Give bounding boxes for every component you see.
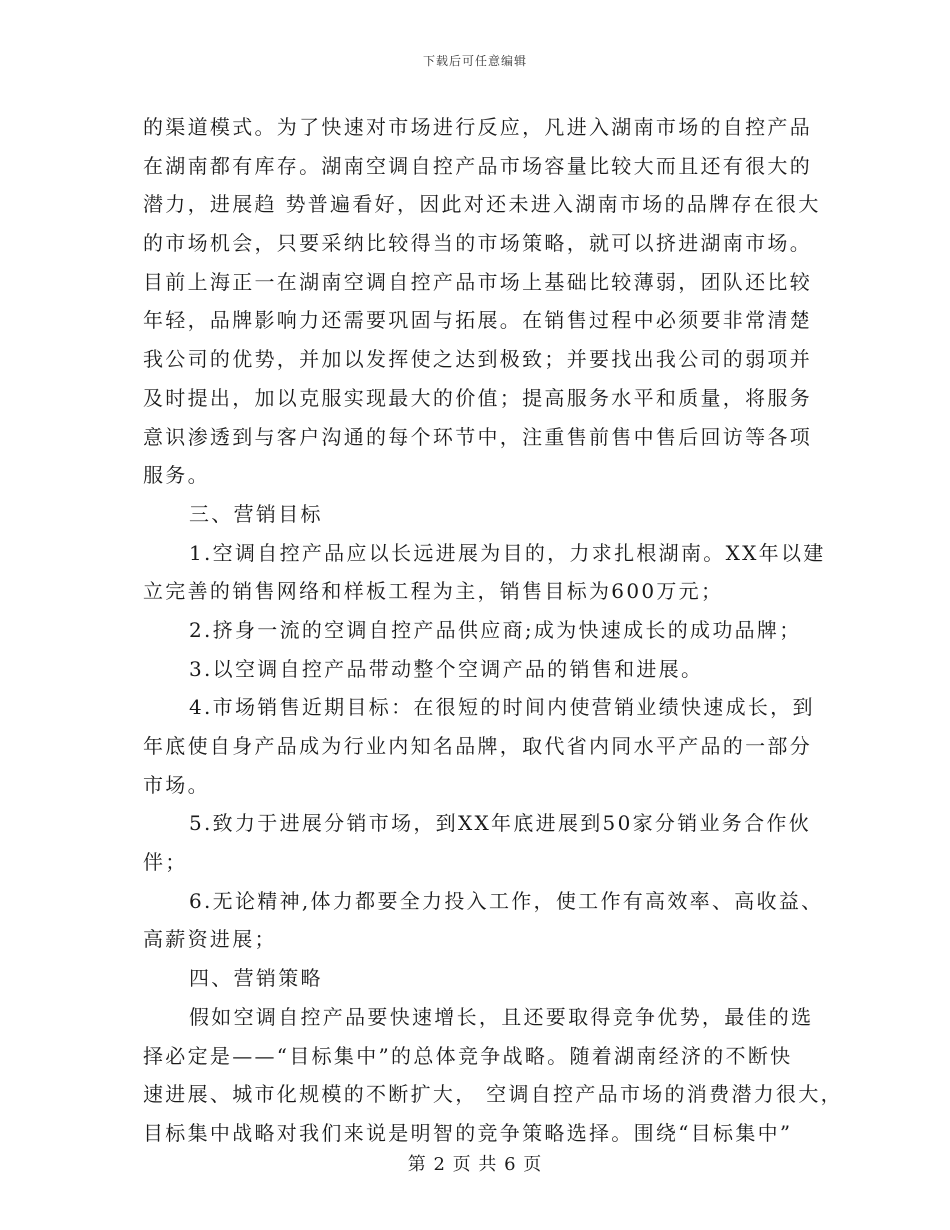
text-line: 的市场机会，只要采纳比较得当的市场策略，就可以挤进湖南市场。 xyxy=(143,231,812,256)
text-line: 服务。 xyxy=(143,463,210,488)
text-line: 高薪资进展； xyxy=(143,927,277,952)
text-line: 四、营销策略 xyxy=(189,966,323,991)
document-body xyxy=(143,108,843,1153)
text-line: 假如空调自控产品要快速增长，且还要取得竞争优势，最佳的选 xyxy=(189,1004,814,1029)
text-line: 伴； xyxy=(143,850,188,875)
text-line: 潜力，进展趋 势普遍看好，因此对还未进入湖南市场的品牌存在很大 xyxy=(143,192,821,217)
text-line: 我公司的优势，并加以发挥使之达到极致；并要找出我公司的弱项并 xyxy=(143,347,812,372)
text-line: 年底使自身产品成为行业内知名品牌，取代省内同水平产品的一部分 xyxy=(143,734,812,758)
text-line: 速进展、城市化规模的不断扩大， 空调自控产品市场的消费潜力很大， xyxy=(143,1082,843,1107)
text-line: 年轻，品牌影响力还需要巩固与拓展。在销售过程中必须要非常清楚 xyxy=(143,308,812,333)
text-line: 1.空调自控产品应以长远进展为目的，力求扎根湖南。XX年以建 xyxy=(189,540,826,565)
text-line: 2.挤身一流的空调自控产品供应商;成为快速成长的成功品牌； xyxy=(189,617,802,642)
text-line: 目标集中战略对我们来说是明智的竞争策略选择。围绕“目标集中” xyxy=(143,1120,793,1145)
header-note: 下载后可任意编辑 xyxy=(422,54,527,68)
text-line: 在湖南都有库存。湖南空调自控产品市场容量比较大而且还有很大的 xyxy=(143,153,812,178)
text-line: 的渠道模式。为了快速对市场进行反应，凡进入湖南市场的自控产品 xyxy=(143,115,812,139)
text-line: 三、营销目标 xyxy=(189,501,323,526)
text-line: 择必定是——“目标集中”的总体竞争战略。随着湖南经济的不断快 xyxy=(143,1043,793,1068)
text-line: 及时提出，加以克服实现最大的价值；提高服务水平和质量，将服务 xyxy=(143,385,812,410)
page-number-footer: 第 2 页 共 6 页 xyxy=(407,1154,543,1175)
text-line: 意识渗透到与客户沟通的每个环节中，注重售前售中售后回访等各项 xyxy=(143,424,812,449)
text-line: 4.市场销售近期目标：在很短的时间内使营销业绩快速成长，到 xyxy=(189,695,815,720)
text-line: 目前上海正一在湖南空调自控产品市场上基础比较薄弱，团队还比较 xyxy=(143,269,812,294)
text-line: 6.无论精神,体力都要全力投入工作，使工作有高效率、高收益、 xyxy=(189,888,824,913)
text-line: 3.以空调自控产品带动整个空调产品的销售和进展。 xyxy=(189,656,704,681)
text-line: 立完善的销售网络和样板工程为主，销售目标为600万元； xyxy=(143,579,724,604)
text-line: 5.致力于进展分销市场，到XX年底进展到50家分销业务合作伙 xyxy=(189,811,812,836)
text-line: 市场。 xyxy=(143,772,210,797)
